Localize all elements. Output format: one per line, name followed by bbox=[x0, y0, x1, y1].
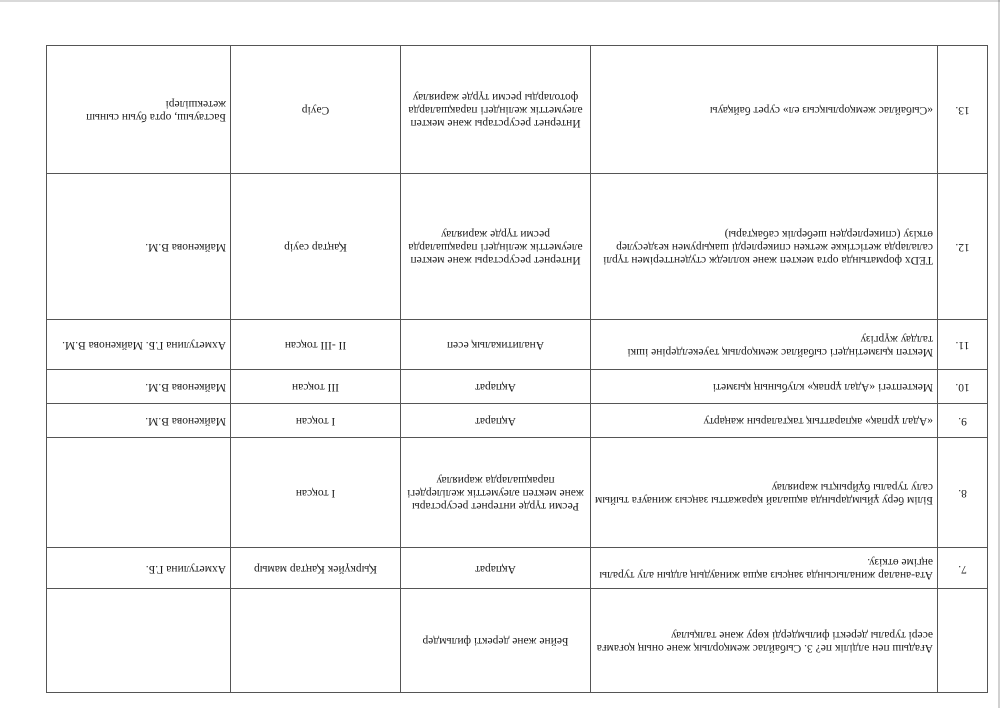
event-cell: ТЕDх форматында орта мектеп және колледж студенттерімен түрлі салаларда жетістікке жеткен спикерлерді шақырумен кездесулер өткізу (спикерлерден шеберлік сабақтары) bbox=[591, 174, 938, 320]
table-row bbox=[0, 370, 1000, 404]
row-divider bbox=[46, 369, 988, 370]
responsible-cell: Бастауыш, орта буын сынып жетекшілері bbox=[46, 46, 231, 174]
form-cell: Бейне және деректі фильмдер bbox=[401, 589, 591, 693]
table-row bbox=[0, 46, 1000, 174]
form-cell: Ресми түрде интернет ресурстары және мектеп әлеуметтік желілердегі парақшаларда жариялау bbox=[401, 438, 591, 548]
period-cell: І тоқсан bbox=[231, 438, 401, 548]
row-number: 11. bbox=[938, 320, 988, 370]
row-divider bbox=[46, 437, 988, 438]
responsible-cell: Ахметулина Г.Б. bbox=[46, 548, 231, 589]
event-cell: «Адал ұрпақ» ақпараттық тақталарын жаңарту bbox=[591, 404, 938, 438]
form-cell: Интернет ресурстары және мектеп әлеуметтік желіндегі парақшаларда фотоларды ресми түрде жариялау bbox=[401, 46, 591, 174]
form-cell: Ақпарат bbox=[401, 548, 591, 589]
period-cell: Қаңтар сәуір bbox=[231, 174, 401, 320]
period-cell: Қыркүйек Қаңтар мамыр bbox=[231, 548, 401, 589]
responsible-cell bbox=[46, 589, 231, 693]
row-divider bbox=[46, 547, 988, 548]
row-number bbox=[938, 589, 988, 693]
row-number: 7. bbox=[938, 548, 988, 589]
row-divider bbox=[46, 319, 988, 320]
responsible-cell bbox=[46, 438, 231, 548]
row-number: 9. bbox=[938, 404, 988, 438]
row-number: 8. bbox=[938, 438, 988, 548]
row-divider bbox=[46, 692, 988, 693]
event-cell: Ағадыш пен әлділік пе? 3. Сыбайлас жемқорлық және оның қоғамға әсері туралы деректі фильмдерді көру және талқылау bbox=[591, 589, 938, 693]
table-row bbox=[0, 404, 1000, 438]
responsible-cell: Майкенова В.М. bbox=[46, 404, 231, 438]
row-number: 10. bbox=[938, 370, 988, 404]
responsible-cell: Ахметулина Г.Б. Майкенова В.М. bbox=[46, 320, 231, 370]
row-number: 13. bbox=[938, 46, 988, 174]
form-cell: Аналитикалық есеп bbox=[401, 320, 591, 370]
table-row bbox=[0, 438, 1000, 548]
period-cell: ІІ -ІІІ тоқсан bbox=[231, 320, 401, 370]
row-divider bbox=[46, 588, 988, 589]
period-cell: ІІІ тоқсан bbox=[231, 370, 401, 404]
row-divider bbox=[46, 45, 988, 46]
form-cell: Ақпарат bbox=[401, 370, 591, 404]
table-row bbox=[0, 589, 1000, 693]
row-divider bbox=[46, 403, 988, 404]
period-cell bbox=[231, 589, 401, 693]
table-row bbox=[0, 174, 1000, 320]
responsible-cell: Майкенова В.М. bbox=[46, 370, 231, 404]
scan-artifact bbox=[0, 0, 1000, 2]
row-divider bbox=[46, 173, 988, 174]
event-cell: Ата-аналар жиналысында заңсыз ақша жинаудың алдын алу туралы әңгіме өткізу. bbox=[591, 548, 938, 589]
period-cell: Сәуір bbox=[231, 46, 401, 174]
event-cell: Мектеп қызметіндегі сыбайлас жемқорлық тәуекелдеріне ішкі талдау жүргізу bbox=[591, 320, 938, 370]
row-number: 12. bbox=[938, 174, 988, 320]
event-cell: Мектептегі «Адал ұрпақ» клубының қызметі bbox=[591, 370, 938, 404]
event-cell: «Сыбайлас жемқорлықсыз ел» сурет байқауы bbox=[591, 46, 938, 174]
responsible-cell: Майкенова В.М. bbox=[46, 174, 231, 320]
form-cell: Интернет ресурстары және мектеп әлеуметтік желіндегі парақшаларда ресми түрде жариялау bbox=[401, 174, 591, 320]
table-row bbox=[0, 548, 1000, 589]
event-cell: Білім беру ұйымдарында ақшалай қаражатты заңсыз жинауға тыйым салу туралы бұйрықты жариялау bbox=[591, 438, 938, 548]
period-cell: І тоқсан bbox=[231, 404, 401, 438]
table-row bbox=[0, 320, 1000, 370]
form-cell: Ақпарат bbox=[401, 404, 591, 438]
